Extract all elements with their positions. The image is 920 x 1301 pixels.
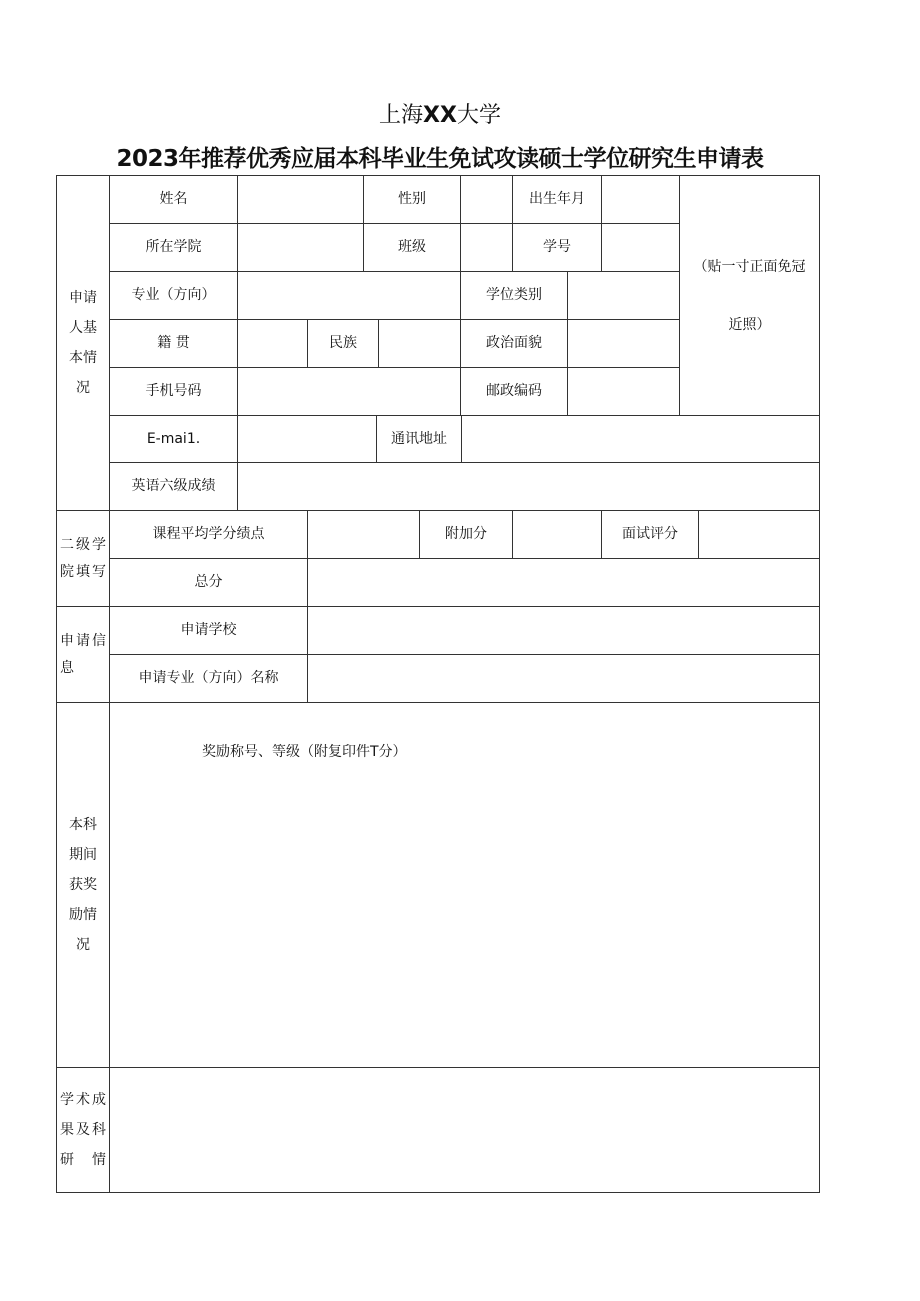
field-cet6[interactable] xyxy=(237,462,820,511)
field-student-id[interactable] xyxy=(601,223,680,272)
label-ethnicity: 民族 xyxy=(307,319,379,368)
section-label-college-fill: 二级学院填写 xyxy=(56,510,110,607)
field-gender[interactable] xyxy=(460,175,513,224)
label-class: 班级 xyxy=(363,223,461,272)
label-birth: 出生年月 xyxy=(512,175,602,224)
label-native-place: 籍 贯 xyxy=(109,319,238,368)
label-bonus: 附加分 xyxy=(419,510,513,559)
field-gpa[interactable] xyxy=(307,510,420,559)
field-ethnicity[interactable] xyxy=(378,319,461,368)
section-label-basic: 申请人基本情况 xyxy=(56,175,110,511)
field-political-status[interactable] xyxy=(567,319,680,368)
field-native-place[interactable] xyxy=(237,319,308,368)
field-awards[interactable] xyxy=(109,702,820,1068)
label-address: 通讯地址 xyxy=(376,415,462,463)
field-address[interactable] xyxy=(461,415,820,463)
form-title: 2023年推荐优秀应届本科毕业生免试攻读硕士学位研究生申请表 xyxy=(116,146,764,172)
label-political-status: 政治面貌 xyxy=(460,319,568,368)
label-apply-school: 申请学校 xyxy=(109,606,308,655)
label-gender: 性别 xyxy=(363,175,461,224)
section-label-application: 申请信息 xyxy=(56,606,110,703)
field-name[interactable] xyxy=(237,175,364,224)
label-email: E-mai1. xyxy=(109,415,238,463)
field-bonus[interactable] xyxy=(512,510,602,559)
field-apply-major[interactable] xyxy=(307,654,820,703)
field-birth[interactable] xyxy=(601,175,680,224)
university-title: 上海XX大学 xyxy=(379,103,501,128)
field-phone[interactable] xyxy=(237,367,461,416)
field-apply-school[interactable] xyxy=(307,606,820,655)
label-interview: 面试评分 xyxy=(601,510,699,559)
application-form xyxy=(56,175,820,1193)
label-apply-major: 申请专业（方向）名称 xyxy=(109,654,308,703)
label-total: 总分 xyxy=(109,558,308,607)
label-major: 专业（方向） xyxy=(109,271,238,320)
label-postcode: 邮政编码 xyxy=(460,367,568,416)
section-label-research: 学术成果及科研情 xyxy=(56,1067,110,1193)
field-class[interactable] xyxy=(460,223,513,272)
field-college[interactable] xyxy=(237,223,364,272)
field-research[interactable] xyxy=(109,1067,820,1193)
awards-note: 奖励称号、等级（附复印件T分） xyxy=(202,744,407,760)
photo-box[interactable]: （贴一寸正面免冠近照） xyxy=(679,175,820,416)
field-postcode[interactable] xyxy=(567,367,680,416)
label-degree-type: 学位类别 xyxy=(460,271,568,320)
label-name: 姓名 xyxy=(109,175,238,224)
label-student-id: 学号 xyxy=(512,223,602,272)
label-college: 所在学院 xyxy=(109,223,238,272)
section-label-awards: 本科期间获奖励情况 xyxy=(56,702,110,1068)
field-degree-type[interactable] xyxy=(567,271,680,320)
field-major[interactable] xyxy=(237,271,461,320)
label-gpa: 课程平均学分绩点 xyxy=(109,510,308,559)
label-phone: 手机号码 xyxy=(109,367,238,416)
field-interview[interactable] xyxy=(698,510,820,559)
field-total[interactable] xyxy=(307,558,820,607)
label-cet6: 英语六级成绩 xyxy=(109,462,238,511)
field-email[interactable] xyxy=(237,415,377,463)
